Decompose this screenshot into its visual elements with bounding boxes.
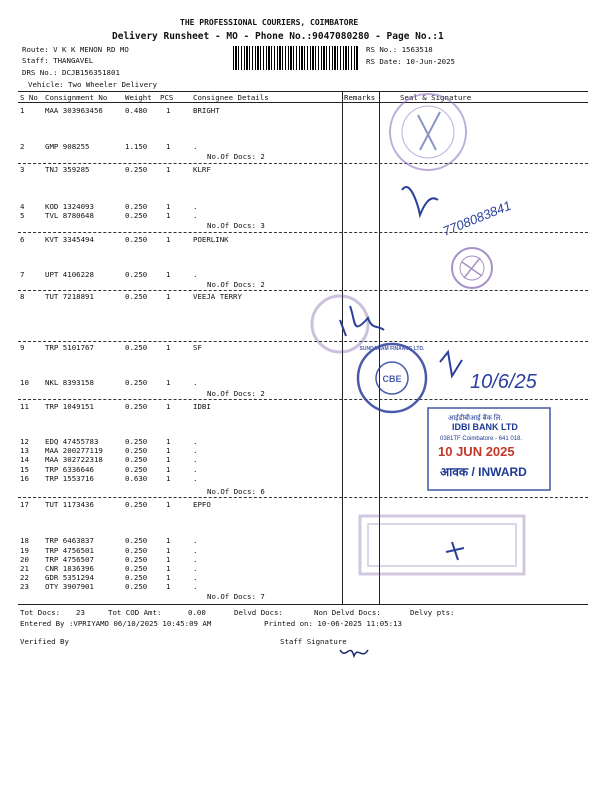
- row-cons: .: [193, 536, 198, 545]
- row-cno: EDQ 47455783: [45, 437, 99, 446]
- doc-title: THE PROFESSIONAL COURIERS, COIMBATORE: [180, 18, 359, 27]
- signature-row3: [402, 187, 438, 215]
- row-cno: TNJ 359285: [45, 165, 90, 174]
- row-pcs: 1: [166, 211, 171, 220]
- row-cons: .: [193, 582, 198, 591]
- row-cons: .: [193, 555, 198, 564]
- row-cno: TUT 7218891: [45, 292, 94, 301]
- row-pcs: 1: [166, 500, 171, 509]
- row-cno: KOD 1324093: [45, 202, 94, 211]
- row-pcs: 1: [166, 292, 171, 301]
- docs-count: No.Of Docs: 3: [207, 221, 265, 230]
- stamp-finance-text: SUNDARAM FINANCE LTD.: [359, 346, 425, 352]
- row-sno: 21: [20, 564, 29, 573]
- row-cno: UPT 4106228: [45, 270, 94, 279]
- row-cno: TVL 8780648: [45, 211, 94, 220]
- row-wt: 0.250: [125, 582, 148, 591]
- staff-signature: [340, 650, 368, 656]
- col-pcs: PCS: [160, 93, 174, 102]
- row-pcs: 1: [166, 573, 171, 582]
- printed-on: Printed on: 10-06-2025 11:05:13: [264, 619, 402, 628]
- route-label: Route: V K K MENON RD MO: [22, 45, 129, 54]
- row-wt: 0.250: [125, 165, 148, 174]
- row-wt: 0.250: [125, 270, 148, 279]
- row-wt: 0.250: [125, 292, 148, 301]
- row-cno: TRP 5101767: [45, 343, 94, 352]
- stamp-branch: 0381TF Coimbatore - 641 018.: [440, 436, 523, 442]
- row-pcs: 1: [166, 142, 171, 151]
- round-seal-stamp: [312, 296, 368, 352]
- row-wt: 0.250: [125, 446, 148, 455]
- signature-row8: [340, 306, 384, 336]
- row-cons: .: [193, 546, 198, 555]
- docs-count: No.Of Docs: 6: [207, 487, 265, 496]
- row-cno: TRP 4756501: [45, 546, 94, 555]
- idbi-bank-stamp: [428, 408, 550, 490]
- row-wt: 0.250: [125, 546, 148, 555]
- col-consignment: Consignment No: [45, 93, 108, 102]
- vehicle-label: Vehicle: Two Wheeler Delivery: [28, 80, 158, 89]
- col-consignee: Consignee Details: [193, 93, 269, 102]
- row-sno: 3: [20, 165, 25, 174]
- row-pcs: 1: [166, 106, 171, 115]
- tot-docs-label: Tot Docs:: [20, 608, 61, 617]
- row-sno: 19: [20, 546, 29, 555]
- row-cno: MAA 303963456: [45, 106, 103, 115]
- tot-cod-value: 0.00: [188, 608, 206, 617]
- rs-number: RS No.: 1563518: [366, 45, 433, 54]
- row-pcs: 1: [166, 343, 171, 352]
- docs-count: No.Of Docs: 2: [207, 280, 265, 289]
- row-cons: .: [193, 573, 198, 582]
- row-wt: 0.630: [125, 474, 148, 483]
- handwritten-phone: [441, 198, 514, 239]
- row-cons: .: [193, 455, 198, 464]
- row-cons: EPFO: [193, 500, 211, 509]
- docs-count: No.Of Docs: 7: [207, 592, 265, 601]
- row-sno: 1: [20, 106, 25, 115]
- row-cno: GMP 908255: [45, 142, 90, 151]
- row-wt: 0.250: [125, 402, 148, 411]
- staff-signature-label: Staff Signature: [280, 637, 347, 646]
- row-cno: KVT 3345494: [45, 235, 94, 244]
- tot-docs-value: 23: [76, 608, 85, 617]
- row-cons: BRIGHT: [193, 106, 220, 115]
- row-sno: 15: [20, 465, 29, 474]
- signature-row18: [446, 542, 464, 560]
- row-sno: 7: [20, 270, 25, 279]
- row-cons: .: [193, 465, 198, 474]
- row-wt: 0.250: [125, 536, 148, 545]
- row-sno: 6: [20, 235, 25, 244]
- stamp-bank-hindi: आईडीबीआई बैंक लि.: [448, 415, 503, 422]
- row-wt: 0.250: [125, 555, 148, 564]
- row-pcs: 1: [166, 465, 171, 474]
- row-sno: 13: [20, 446, 29, 455]
- row-sno: 11: [20, 402, 29, 411]
- row-cno: OTY 3907901: [45, 582, 94, 591]
- col-seal: Seal & Signature: [400, 93, 472, 102]
- row-sno: 5: [20, 211, 25, 220]
- row-wt: 1.150: [125, 142, 148, 151]
- staff-label: Staff: THANGAVEL: [22, 56, 94, 65]
- row-pcs: 1: [166, 536, 171, 545]
- row-wt: 0.250: [125, 437, 148, 446]
- row-wt: 0.250: [125, 573, 148, 582]
- row-cno: TRP 6336646: [45, 465, 94, 474]
- row-pcs: 1: [166, 455, 171, 464]
- row-pcs: 1: [166, 402, 171, 411]
- row-pcs: 1: [166, 202, 171, 211]
- signature-row10: [440, 352, 462, 376]
- handwritten-phone-text: 7708083841: [440, 197, 514, 239]
- row-pcs: 1: [166, 235, 171, 244]
- row-pcs: 1: [166, 474, 171, 483]
- row-cons: IDBI: [193, 402, 211, 411]
- row-wt: 0.250: [125, 500, 148, 509]
- row-wt: 0.250: [125, 343, 148, 352]
- row-sno: 2: [20, 142, 25, 151]
- row-sno: 16: [20, 474, 29, 483]
- row-wt: 0.250: [125, 378, 148, 387]
- row-sno: 10: [20, 378, 29, 387]
- row-cons: SF: [193, 343, 202, 352]
- row-cno: TRP 4756507: [45, 555, 94, 564]
- row-cno: TRP 6463837: [45, 536, 94, 545]
- tot-cod-label: Tot COD Amt:: [108, 608, 162, 617]
- row-pcs: 1: [166, 555, 171, 564]
- row-cons: VEEJA TERRY: [193, 292, 242, 301]
- round-seal-stamp: [390, 94, 466, 170]
- row-pcs: 1: [166, 270, 171, 279]
- row-cno: TRP 1553716: [45, 474, 94, 483]
- row-sno: 9: [20, 343, 25, 352]
- row-cons: .: [193, 270, 198, 279]
- docs-count: No.Of Docs: 2: [207, 152, 265, 161]
- row-sno: 23: [20, 582, 29, 591]
- rs-date: RS Date: 10-Jun-2025: [366, 57, 455, 66]
- row-sno: 4: [20, 202, 25, 211]
- stamp-cbe-text: CBE: [382, 374, 402, 384]
- doc-subtitle: Delivery Runsheet - MO - Phone No.:9047080280 - Page No.:1: [112, 31, 444, 42]
- row-wt: 0.250: [125, 564, 148, 573]
- row-cno: TUT 1173436: [45, 500, 94, 509]
- col-sno: S No: [20, 93, 38, 102]
- row-cno: MAA 200277119: [45, 446, 103, 455]
- row-wt: 0.250: [125, 202, 148, 211]
- row-cons: .: [193, 211, 198, 220]
- row-sno: 8: [20, 292, 25, 301]
- row-pcs: 1: [166, 564, 171, 573]
- row-pcs: 1: [166, 437, 171, 446]
- row-pcs: 1: [166, 165, 171, 174]
- row-cno: NKL 8393158: [45, 378, 94, 387]
- round-seal-stamp: [452, 248, 492, 288]
- row-wt: 0.250: [125, 235, 148, 244]
- row-cno: GDR 5351294: [45, 573, 94, 582]
- row-cons: .: [193, 202, 198, 211]
- row-sno: 18: [20, 536, 29, 545]
- row-cons: .: [193, 474, 198, 483]
- row-cons: .: [193, 378, 198, 387]
- row-cno: CNR 1836396: [45, 564, 94, 573]
- row-sno: 12: [20, 437, 29, 446]
- row-pcs: 1: [166, 446, 171, 455]
- row-pcs: 1: [166, 582, 171, 591]
- entered-by: Entered By :VPRIYAMO 06/10/2025 10:45:09 AM: [20, 619, 212, 628]
- verified-by: Verified By: [20, 637, 69, 646]
- row-sno: 22: [20, 573, 29, 582]
- stamp-date: 10 JUN 2025: [438, 444, 515, 459]
- non-delvd-docs-label: Non Delvd Docs:: [314, 608, 381, 617]
- row-cno: TRP 1049151: [45, 402, 94, 411]
- row-pcs: 1: [166, 546, 171, 555]
- row-cons: .: [193, 564, 198, 573]
- row-cons: .: [193, 437, 198, 446]
- col-weight: Weight: [125, 93, 152, 102]
- stamp-inward: आवक / INWARD: [440, 465, 527, 479]
- delvy-pts-label: Delvy pts:: [410, 608, 455, 617]
- row-sno: 17: [20, 500, 29, 509]
- row-wt: 0.250: [125, 465, 148, 474]
- delvd-docs-label: Delvd Docs:: [234, 608, 283, 617]
- sundaram-finance-stamp: [358, 344, 426, 412]
- row-wt: 0.480: [125, 106, 148, 115]
- handwritten-date: 10/6/25: [470, 371, 537, 393]
- drs-label: DRS No.: DCJB156351801: [22, 68, 120, 77]
- epfo-stamp: [360, 516, 524, 574]
- row-cons: .: [193, 446, 198, 455]
- stamp-bank-name: IDBI BANK LTD: [452, 422, 518, 432]
- row-cons: .: [193, 142, 198, 151]
- row-cons: KLRF: [193, 165, 211, 174]
- row-cons: POERLINK: [193, 235, 229, 244]
- row-wt: 0.250: [125, 455, 148, 464]
- col-remarks: Remarks: [344, 93, 376, 102]
- row-cno: MAA 302722318: [45, 455, 103, 464]
- row-sno: 14: [20, 455, 29, 464]
- row-pcs: 1: [166, 378, 171, 387]
- row-sno: 20: [20, 555, 29, 564]
- row-wt: 0.250: [125, 211, 148, 220]
- docs-count: No.Of Docs: 2: [207, 389, 265, 398]
